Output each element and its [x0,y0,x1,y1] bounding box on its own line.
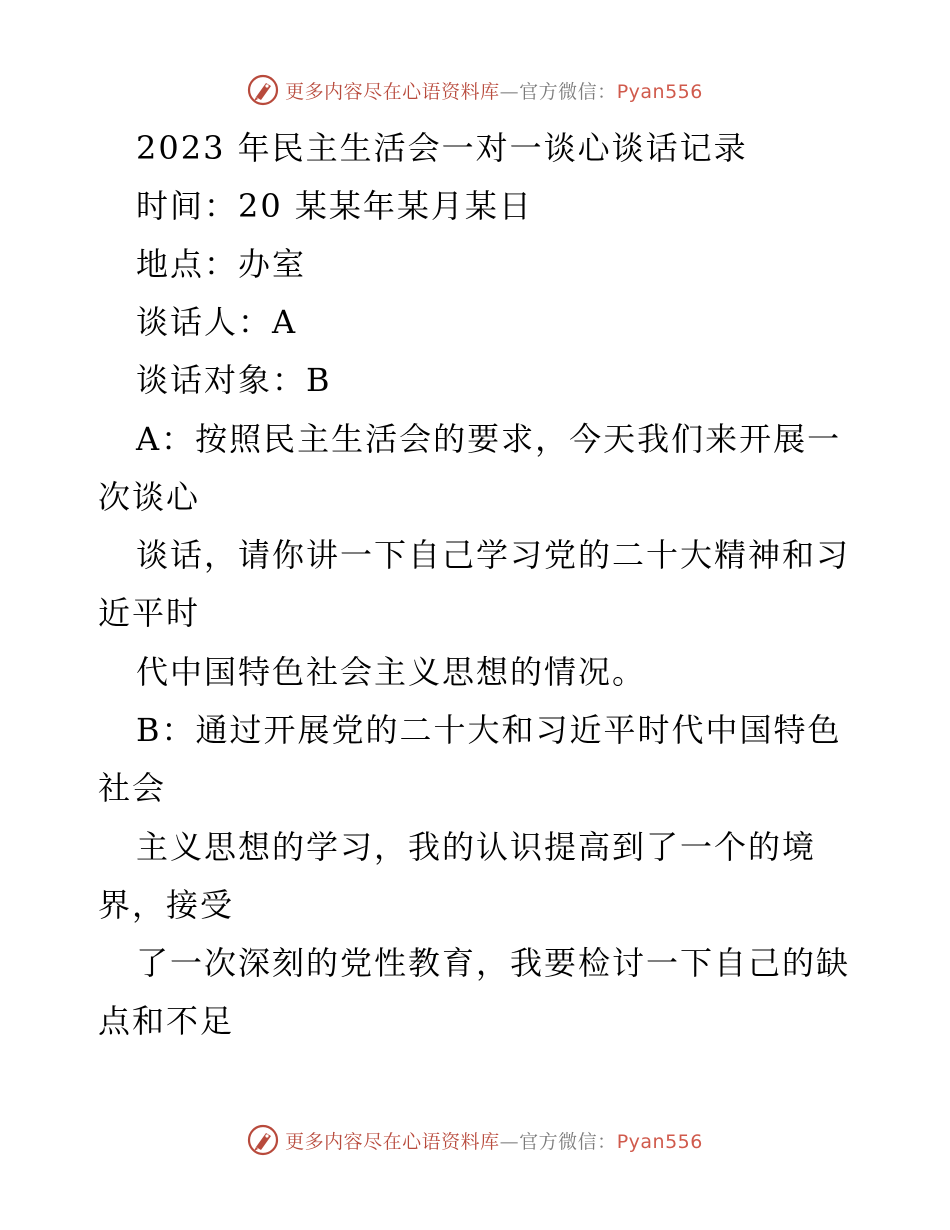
document-title: 2023 年民主生活会一对一谈心谈话记录 [136,129,748,167]
banner-text [285,1127,703,1154]
banner-label: 官方微信： [519,1130,617,1153]
banner-main-text: 更多内容尽在心语资料库 [285,80,500,103]
footer-banner [0,1120,950,1160]
banner-separator: — [499,1130,520,1153]
paragraph-line: 社会 [98,769,167,807]
pen-nib-logo-icon [247,1124,279,1156]
banner-label: 官方微信： [519,80,617,103]
banner-separator: — [499,80,520,103]
banner-wechat-id: Pyan556 [616,1130,703,1153]
paragraph-line: 主义思想的学习，我的认识提高到了一个的境 [136,828,817,866]
banner-wechat-id: Pyan556 [616,80,703,103]
meeting-time: 时间：20 某某年某月某日 [136,187,533,225]
pen-nib-logo-icon [247,74,279,106]
paragraph-line: 代中国特色社会主义思想的情况。 [136,653,647,691]
banner-text [285,77,703,104]
paragraph-line: 近平时 [98,594,201,632]
paragraph-line: 界，接受 [98,886,235,924]
interviewer: 谈话人：A [136,303,298,341]
paragraph-line: 点和不足 [98,1002,235,1040]
header-banner [0,70,950,110]
paragraph-line: 了一次深刻的党性教育，我要检讨一下自己的缺 [136,944,851,982]
paragraph-line: 谈话，请你讲一下自己学习党的二十大精神和习 [136,536,851,574]
paragraph-line: A：按照民主生活会的要求，今天我们来开展一 [136,420,842,458]
paragraph-line: B：通过开展党的二十大和习近平时代中国特色 [136,711,842,749]
meeting-location: 地点：办室 [136,245,307,283]
interviewee: 谈话对象：B [136,361,332,399]
paragraph-line: 次谈心 [98,478,201,516]
banner-main-text: 更多内容尽在心语资料库 [285,1130,500,1153]
